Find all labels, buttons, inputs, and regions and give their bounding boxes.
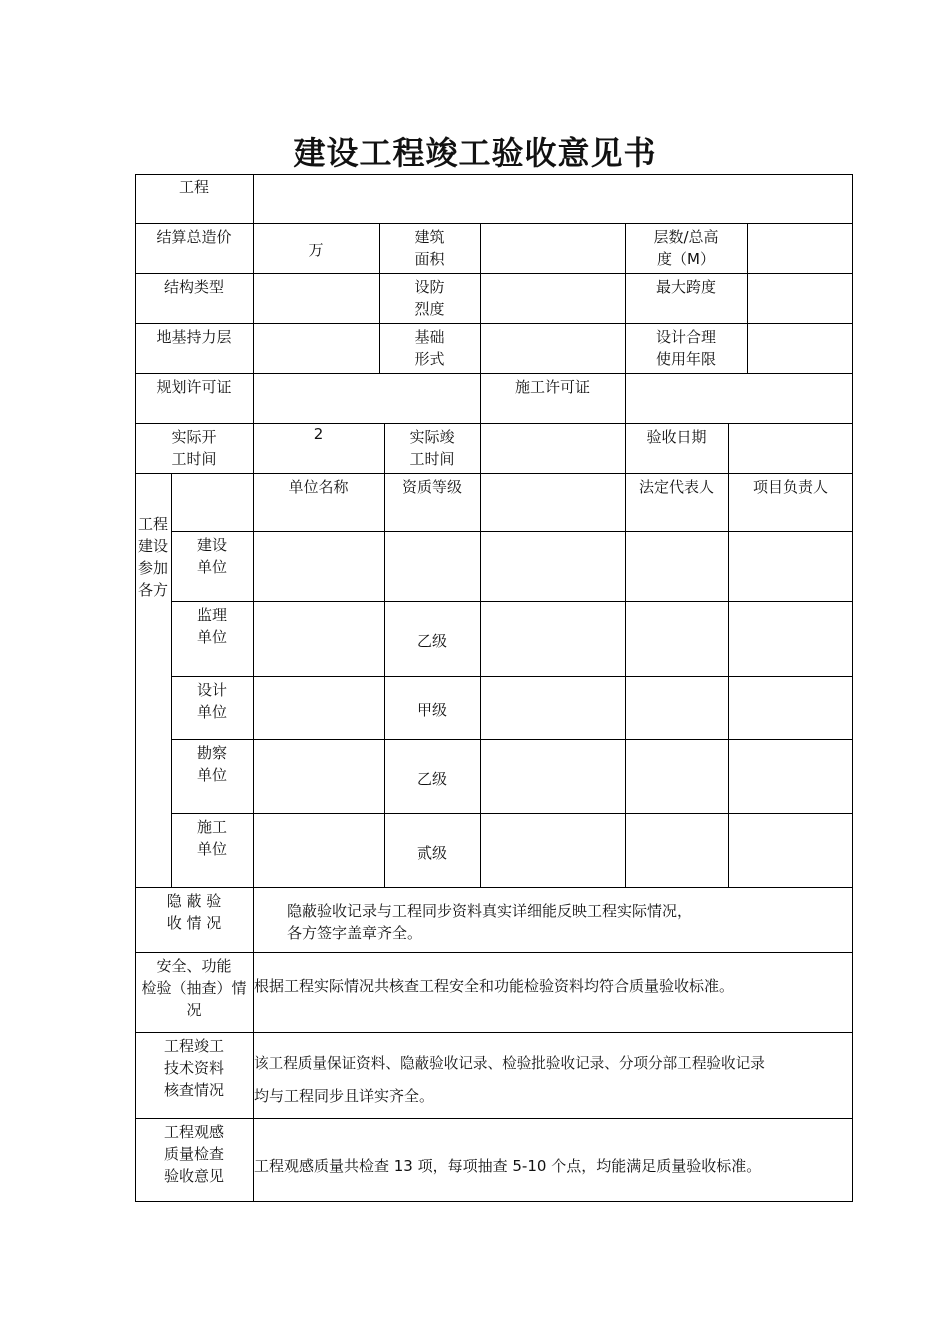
row-divider [171, 739, 853, 740]
planning-permit-label: 规划许可证 [156, 378, 232, 396]
tech-data-opinion-line1: 该工程质量保证资料、隐蔽验收记录、检验批验收记录、分项分部工程验收记录 [254, 1055, 765, 1072]
hidden-works-label: 隐 蔽 验 收 情 况 [166, 892, 222, 932]
row-divider [135, 952, 853, 953]
appearance-quality-opinion: 工程观感质量共检查 13 项，每项抽查 5-10 个点，均能满足质量验收标准。 [254, 1157, 762, 1175]
survey-grade: 乙级 [416, 770, 447, 788]
col-divider [480, 473, 481, 888]
row-divider [135, 373, 853, 374]
row-divider [171, 601, 853, 602]
party-supervision-unit: 监理 单位 [196, 606, 227, 646]
row-divider [135, 223, 853, 224]
header-qualification: 资质等级 [401, 478, 462, 496]
foundation-form-label: 基础 形式 [414, 328, 445, 368]
row-divider [135, 1118, 853, 1119]
col-divider [480, 223, 481, 374]
row-divider [171, 531, 853, 532]
cost-unit: 万 [308, 241, 324, 259]
row-divider [135, 323, 853, 324]
col-divider [384, 473, 385, 888]
parties-group-label: 工程 建设 参加 各方 [137, 515, 168, 599]
project-label: 工程 [178, 178, 209, 196]
party-survey-unit: 勘察 单位 [196, 744, 227, 784]
row-divider [135, 473, 853, 474]
safety-check-label: 安全、功能 检验（抽查）情 况 [141, 957, 247, 1019]
acceptance-date-label: 验收日期 [646, 428, 707, 446]
actual-start-value: 2 [313, 425, 324, 443]
col-divider [728, 423, 729, 474]
tech-data-label: 工程竣工 技术资料 核查情况 [163, 1037, 224, 1099]
header-project-manager: 项目负责人 [752, 478, 828, 496]
actual-start-label: 实际开 工时间 [171, 428, 217, 468]
row-divider [171, 676, 853, 677]
appearance-quality-label: 工程观感 质量检查 验收意见 [163, 1123, 224, 1185]
row-divider [135, 273, 853, 274]
max-span-label: 最大跨度 [655, 278, 716, 296]
col-divider [625, 473, 626, 888]
supervision-grade: 乙级 [416, 632, 447, 650]
row-divider [135, 1032, 853, 1033]
design-life-label: 设计合理 使用年限 [655, 328, 716, 368]
foundation-layer-label: 地基持力层 [156, 328, 232, 346]
settlement-cost-label: 结算总造价 [156, 228, 232, 246]
party-contractor-unit: 施工 单位 [196, 818, 227, 858]
floors-height-label: 层数/总高 度（M） [653, 228, 719, 268]
building-area-label: 建筑 面积 [414, 228, 445, 268]
seismic-intensity-label: 设防 烈度 [414, 278, 445, 318]
page-title: 建设工程竣工验收意见书 [293, 134, 657, 172]
safety-check-opinion: 根据工程实际情况共核查工程安全和功能检验资料均符合质量验收标准。 [254, 977, 735, 995]
party-design-unit: 设计 单位 [196, 681, 227, 721]
row-divider [135, 887, 853, 888]
header-unit-name: 单位名称 [288, 478, 349, 496]
col-divider [625, 373, 626, 424]
row-divider [135, 423, 853, 424]
actual-finish-label: 实际竣 工时间 [409, 428, 455, 468]
col-divider [728, 473, 729, 888]
header-legal-rep: 法定代表人 [638, 478, 714, 496]
design-grade: 甲级 [416, 701, 447, 719]
col-divider [480, 423, 481, 474]
col-divider [253, 473, 254, 888]
tech-data-opinion-line2: 均与工程同步且详实齐全。 [254, 1087, 435, 1105]
col-divider [747, 223, 748, 374]
row-divider [171, 813, 853, 814]
contractor-grade: 贰级 [416, 844, 447, 862]
hidden-works-opinion: 隐蔽验收记录与工程同步资料真实详细能反映工程实际情况， 各方签字盖章齐全。 [287, 902, 693, 942]
structure-type-label: 结构类型 [163, 278, 224, 296]
party-construction-unit: 建设 单位 [196, 536, 227, 576]
construction-permit-label: 施工许可证 [514, 378, 590, 396]
